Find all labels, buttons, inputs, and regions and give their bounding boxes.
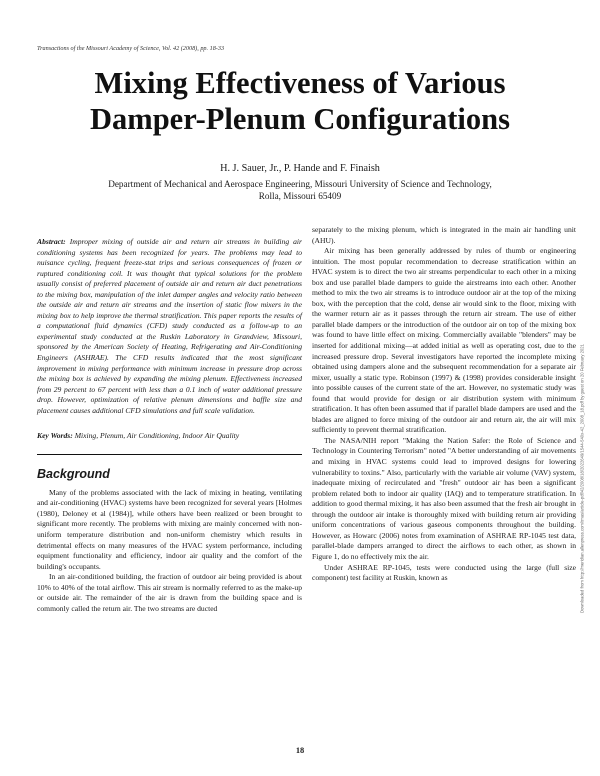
paragraph: Many of the problems associated with the lack of mixing in heating, ventilating and air-conditioning (HVAC) systems have been recognized for several years [Holmes (1980), Deloney et al (1984)], while others have been realized or been brought to significant more recently. The problems with mixing are mainly concerned with non-uniform temperature distribution and non-uniform chemistry which results in detrimental effects on many measures of the HVAC system performance, including equipment functionality and efficiency, indoor air quality and the comfort of the building's occupants. (37, 487, 302, 571)
journal-header: Transactions of the Missouri Academy of Science, Vol. 42 (2008), pp. 18-33 (37, 45, 225, 52)
affiliation (0, 179, 600, 202)
left-column (37, 237, 302, 614)
affiliation-line-1: Department of Mechanical and Aerospace Engineering, Missouri University of Science and Technology, (108, 179, 492, 189)
keywords-text: Mixing, Plenum, Air Conditioning, Indoor Air Quality (74, 431, 240, 441)
abstract-label: Abstract: (37, 237, 66, 246)
authors: H. J. Sauer, Jr., P. Hande and F. Finaish (220, 163, 380, 174)
section-heading-background: Background (37, 454, 302, 481)
paper-title (0, 66, 600, 137)
abstract-text: Improper mixing of outside air and return air streams in building air conditioning systems has been recognized for years. The problems may lead to nuisance cycling, frequent freeze-stat trips and serious consequences of frozen or ruptured conditioning coil. It was thought that typical solutions for the problem usually consist of preferred placement of outside air and return air duct penetrations to the mixing box, manipulation of the inlet damper angles and velocity ratio between the outside air and return air streams and the insertion of static flow mixers in the mixing box to help improve the thermal stratification. This paper reports the results of a computational fluid dynamics (CFD) study conducted as a follow-up to an experimental study conducted at the Ruskin Laboratory in Grandview, Missouri, sponsored by the American Society of Heating, Refrigerating and Air-Conditioning Engineers (ASHRAE). The CFD results indicated that the most significant improvement in mixing performance with minimum increase in pressure drop across the mixing box is achieved by expanding the mixing plenum. Effectiveness increased from 29 percent to 67 percent with less than a 0.1 inch of water additional pressure drop. However, optimization of relative plenum dimensions and baffle size and placement causes additional CFD simulations and full scale validation. (37, 237, 302, 415)
paragraph: Under ASHRAE RP-1045, tests were conducted using the large (full size component) test facility at Ruskin, known as (312, 562, 576, 583)
title-line-2: Damper-Plenum Configurations (90, 101, 510, 136)
keywords (37, 431, 302, 442)
paragraph: The NASA/NIH report "Making the Nation Safer: the Role of Science and Technology in Countering Terrorism" noted "A better understanding of air movements and mixing in HVAC systems could lead to improved designs for lowering vulnerability to toxins." Also, particularly with the variable air volume (VAV) system, inadequate mixing of recirculated and "fresh" outdoor air has been a significant problem related both to indoor air quality (IAQ) and to temperature stratification. In addition to good thermal mixing, it has also been assumed that the fresh air brought in through the outdoor air intake is thoroughly mixed with building return air providing uniform concentrations of various gaseous components throughout the building. However, as Howarc (2006) notes from examination of ASHRAE RP-1045 test data, parallel-blade dampers arranged to direct the airflows to each other, as shown in Figure 1, do no effectively mix the air. (312, 435, 576, 561)
download-side-note (578, 200, 586, 760)
affiliation-line-2: Rolla, Missouri 65409 (258, 190, 342, 201)
abstract (37, 237, 302, 416)
paragraph: Air mixing has been generally addressed by rules of thumb or engineering intuition. The most popular recommendation to decrease stratification within an HVAC system is to direct the two air streams perpendicular to each other in a mixing box and use parallel blade dampers to guide the airstreams into each other. Another method to mix the two air streams is to introduce outdoor air at the top of the mixing box, with the perception that the cold, dense air would sink to the floor, mixing with the warmer return air as it passes through the return air stream. The use of either parallel blade dampers or the introduction of the outdoor air on top of the mixing box was found to have little effect on mixing. Commercially available "blenders" may be inserted for additional mixing—at added initial as well as operating cost, due to the increased pressure drop. Several investigators have reported the incomplete mixing obtained using dampers alone and the subsequent recommendation for a separate air mixer, usually a static type. Robinson (1997) & (1998) provides considerable insight into possible causes of the current state of the art. However, no systematic study was found that would provide for design or air distribution system with minimum stratification. It has often been assumed that if parallel blade dampers are used and the blades are aligned to force mixing of the outdoor air and return air, the air will mix sufficiently to prevent thermal stratification. (312, 246, 576, 435)
title-line-1: Mixing Effectiveness of Various (94, 66, 506, 100)
right-column (312, 225, 576, 584)
download-side-note-text: Downloaded from http://meridian.allenpress.com/tmas/article-pdf/42/2008/18/2022649/1544-540x-42_2008_18.pdf by guest on 20 February 2021 (579, 344, 585, 613)
page-number: 18 (295, 746, 305, 755)
keywords-label: Key Words: (37, 431, 73, 441)
paragraph: In an air-conditioned building, the fraction of outdoor air being provided is about 10% to 40% of the total airflow. This air stream is normally referred to as the make-up or outside air. The remainder of the air is drawn from the building space and is commonly called the return air. The two streams are ducted (37, 572, 302, 613)
paragraph: separately to the mixing plenum, which is integrated in the main air handling unit (AHU). (312, 225, 576, 245)
